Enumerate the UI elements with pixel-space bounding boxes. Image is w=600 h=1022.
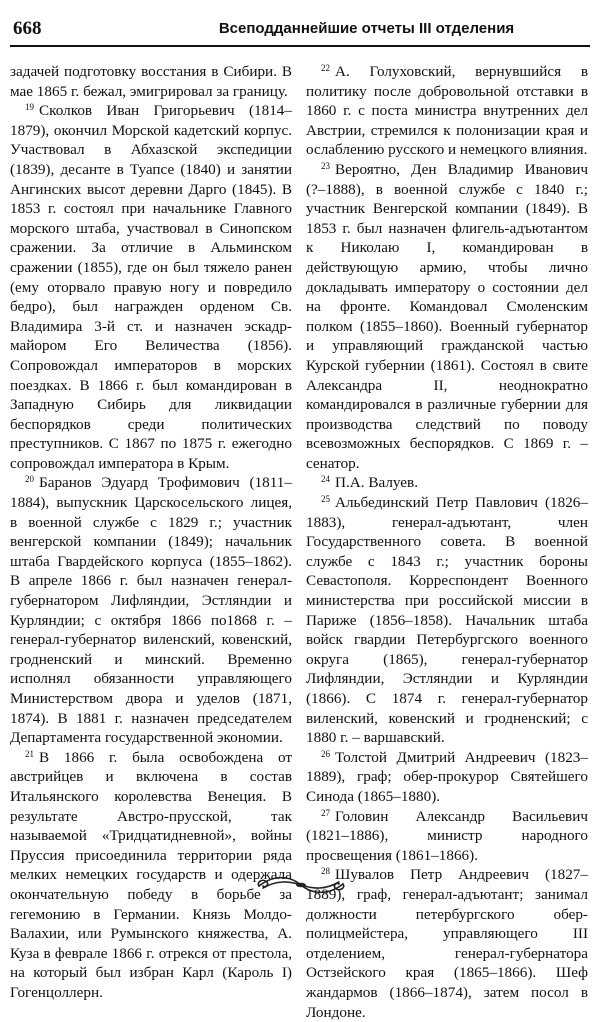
footnote-continuation	[10, 62, 292, 101]
footnote-text: Баранов Эдуард Трофимович (1811–1884), выпускник Царскосельского лицея, в военной службе с 1829 г.; участник венгерской компании (1849); начальник штаба Гвардейского корпуса (1855–1862). В апреле 1866 г. был назначен генерал-губернатором Лифляндии, Эстляндии и Курляндии; с октября 1866 по1868 г. – генерал-губернатор виленский, ковенский, гродненский и минский. Временно исполнял обязанности управляющего Министерством двора и уделов (1871, 1874). В 1881 г. назначен председателем Департамента государственной экономии.	[10, 474, 292, 747]
footnote-text: задачей подготовку восстания в Сибири. В мае 1865 г. бежал, эмигрировал за границу.	[10, 63, 292, 100]
footnote-marker: 28	[321, 866, 330, 877]
footnote-marker: 22	[321, 63, 330, 73]
header-rule	[10, 45, 590, 47]
footnote-22	[306, 62, 588, 160]
footnote-marker: 26	[321, 748, 330, 759]
footnote-text: П.А. Валуев.	[335, 474, 419, 492]
footnote-text: Толстой Дмитрий Андреевич (1823–1889), граф; обер-прокурор Святейшего Синода (1865–1880).	[306, 748, 588, 805]
footnote-19	[10, 101, 292, 473]
footnote-text: Альбединский Петр Павлович (1826–1883), генерал-адъютант, член Государственного совета. В военной службе с 1843 г.; участник бороны Севастополя. Корреспондент Военного министерства при российской миссии в Париже (1856–1858). Начальник штаба войск гвардии Петербургского военного округа (1865), генерал-губернатор Лифляндии, Эстляндии и Курляндии (1866). С 1874 г. генерал-губернатор виленский, ковенский и гродненский; с 1880 г. – варшавский.	[306, 494, 588, 747]
footnote-25	[306, 493, 588, 748]
footnote-26	[306, 748, 588, 807]
footnote-text: Вероятно, Ден Владимир Иванович (?–1888), в военной службе с 1840 г.; участник Венгерской компании (1849). В 1853 г. был назначен флигель-адъютантом к Николаю I, командирован в действующую армию, чтобы лично докладывать императору о состоянии дел на фронте. Командовал Смоленским полком (1855–1860). Военный губернатор и управляющий гражданской частью Курской губернии (1861). Состоял в свите Александра II, неоднократно командировался в различные губернии для производства следствий по поводу всевозможных беспорядков. С 1869 г. – сенатор.	[306, 160, 588, 472]
left-column	[10, 62, 292, 1003]
footnote-27	[306, 807, 588, 866]
footnote-text: В 1866 г. была освобождена от австрийцев и включена в состав Итальянского королевства Венеция. В результате Австро-прусской, так называемой «Тридцатидневной», войны Пруссия присоединила территории ряда мелких немецких государств и одержала окончательную победу в борьбе за гегемонию в Германии. Князь Молдо-Валахии, или Румынского княжества, А. Куза в феврале 1866 г. отрекся от престола, на который был избран Карл (Кароль I) Гогенцоллерн.	[10, 748, 292, 1001]
page-number: 668	[13, 18, 42, 39]
footnote-marker: 23	[321, 160, 330, 171]
footnote-text: Шувалов Петр Андреевич (1827–1889), граф, генерал-адъютант; занимал должности петербургского обер-полицмейстера, управляющего III отделением, генерал-губернатора Остзейского края (1865–1866). Шеф жандармов (1866–1874), затем посол в Лондоне.	[306, 866, 588, 1021]
running-title: Всеподданнейшие отчеты III отделения	[218, 20, 515, 37]
footnote-23	[306, 160, 588, 474]
footnote-text: Головин Александр Васильевич (1821–1886), министр народного просвещения (1861–1866).	[306, 807, 588, 864]
footnote-28	[306, 865, 588, 1022]
footnote-20	[10, 473, 292, 747]
footnote-24	[306, 473, 588, 493]
footnote-marker: 24	[321, 474, 330, 485]
right-column	[306, 62, 588, 1022]
page-header	[0, 0, 600, 52]
footnote-marker: 19	[25, 102, 34, 113]
footnote-marker: 27	[321, 807, 330, 818]
footnote-marker: 25	[321, 494, 330, 505]
flourish-ornament-icon	[255, 872, 347, 898]
footnote-text: Сколков Иван Григорьевич (1814–1879), окончил Морской кадетский корпус. Участвовал в Абхазской экспедиции (1839), десанте в Туапсе (1840) и занятии Ангинских высот деревни Дарго (1845). В 1853 г. состоял при начальнике Главного морского штаба, участвовал в Синопском сражении. За отличие в Альминском сражении (1855), где он был тяжело ранен (ему оторвало правую ногу и повредило бедро), был награжден орденом Св. Владимира 3-й ст. и назначен эскадр-майором Его Величества (1856). Сопровождал императоров в морских поездках. В 1866 г. был командирован в Западную Сибирь для ликвидации беспорядков среди политических преступников. С 1867 по 1875 г. ежегодно сопровождал императора в Крым.	[10, 102, 292, 472]
footnote-marker: 21	[25, 748, 34, 759]
footnote-marker: 20	[25, 474, 34, 485]
footnote-21	[10, 748, 292, 1003]
footnote-text: А. Голуховский, вернувшийся в политику после добровольной отставки в 1860 г. с поста министра внутренних дел Австрии, стремился к полонизации края и ослаблению русского и немецкого влияния.	[306, 63, 588, 159]
